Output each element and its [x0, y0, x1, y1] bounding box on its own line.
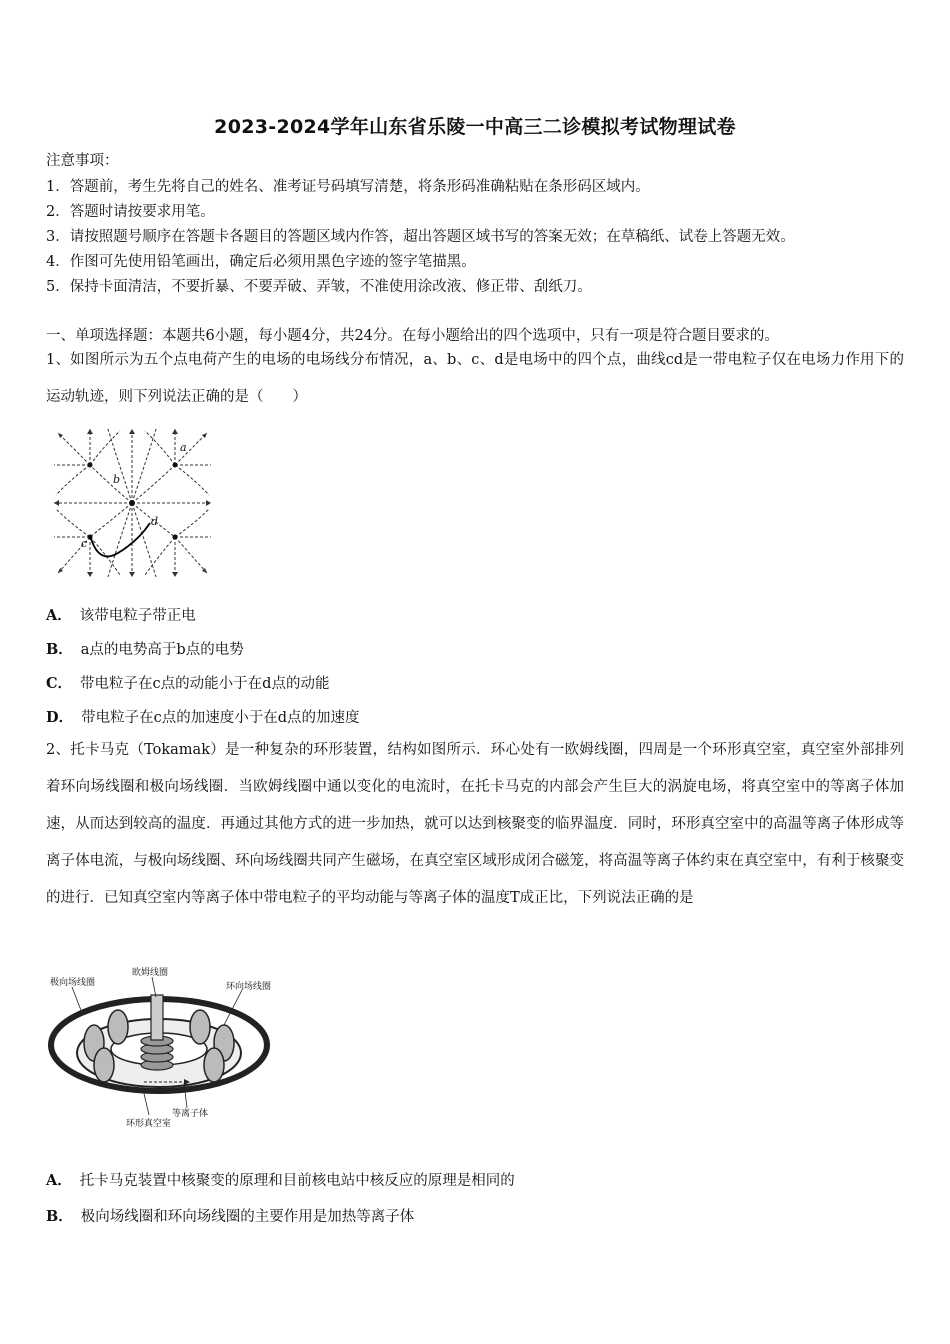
option-key: C．	[46, 675, 73, 692]
option-key: D．	[46, 709, 74, 726]
option-key: B．	[46, 1208, 73, 1225]
question-1-stem: 1、如图所示为五个点电荷产生的电场的电场线分布情况，a、b、c、d是电场中的四个点，曲线cd是一带电粒子仅在电场力作用下的运动轨迹，则下列说法正确的是（ ）	[46, 352, 904, 405]
option-text: 带电粒子在c点的加速度小于在d点的加速度	[81, 710, 360, 726]
notice-item: 4．作图可先使用铅笔画出，确定后必须用黑色字迹的签字笔描黑。	[46, 254, 476, 270]
option-text: 带电粒子在c点的动能小于在d点的动能	[80, 676, 330, 692]
label-ohmic-coil: 欧姆线圈	[132, 968, 169, 978]
section-heading: 一、单项选择题：本题共6小题，每小题4分，共24分。在每小题给出的四个选项中，只有一项是符合题目要求的。	[46, 328, 779, 344]
q2-option-a	[46, 1171, 515, 1191]
notice-item: 1．答题前，考生先将自己的姓名、准考证号码填写清楚，将条形码准确粘贴在条形码区域内。	[46, 179, 650, 195]
option-key: A．	[46, 1172, 72, 1189]
option-key: A．	[46, 607, 72, 624]
option-text: a点的电势高于b点的电势	[80, 642, 244, 658]
q1-option-d	[46, 708, 359, 728]
option-text: 托卡马克装置中核聚变的原理和目前核电站中核反应的原理是相同的	[79, 1173, 515, 1189]
tokamak-figure	[44, 965, 284, 1130]
label-c: c	[81, 537, 88, 550]
option-text: 该带电粒子带正电	[79, 608, 196, 624]
label-plasma: 等离子体	[172, 1109, 209, 1119]
notice-item: 2．答题时请按要求用笔。	[46, 204, 215, 220]
label-b: b	[113, 473, 121, 486]
label-d: d	[151, 515, 159, 528]
q2-option-b	[46, 1207, 414, 1227]
electric-field-figure	[50, 425, 215, 580]
option-key: B．	[46, 641, 73, 658]
q1-option-a	[46, 606, 196, 626]
q1-option-b	[46, 640, 244, 660]
question-2-stem: 2、托卡马克（Tokamak）是一种复杂的环形装置，结构如图所示．环心处有一欧姆线圈，四周是一个环形真空室，真空室外部排列着环向场线圈和极向场线圈．当欧姆线圈中通以变化的电流时，在托卡马克的内部会产生巨大的涡旋电场，将真空室中的等离子体加速，从而达到较高的温度．再通过其他方式的进一步加热，就可以达到核聚变的临界温度．同时，环形真空室中的高温等离子体形成等离子体电流，与极向场线圈、环向场线圈共同产生磁场，在真空室区域形成闭合磁笼，将高温等离子体约束在真空室中，有利于核聚变的进行．已知真空室内等离子体中带电粒子的平均动能与等离子体的温度T成正比，下列说法正确的是	[46, 742, 904, 906]
page-title: 2023-2024学年山东省乐陵一中高三二诊模拟考试物理试卷	[214, 116, 736, 138]
notice-heading: 注意事项：	[46, 153, 119, 169]
label-a: a	[180, 441, 187, 454]
option-text: 极向场线圈和环向场线圈的主要作用是加热等离子体	[80, 1209, 415, 1225]
label-vacuum-chamber: 环形真空室	[126, 1119, 172, 1129]
notice-item: 5．保持卡面清洁，不要折暴、不要弄破、弄皱，不准使用涂改液、修正带、刮纸刀。	[46, 279, 592, 295]
notice-item: 3．请按照题号顺序在答题卡各题目的答题区域内作答，超出答题区域书写的答案无效；在草稿纸、试卷上答题无效。	[46, 229, 795, 245]
q1-option-c	[46, 674, 329, 694]
label-toroidal-coil: 环向场线圈	[226, 982, 272, 992]
label-poloidal-coil: 极向场线圈	[50, 978, 96, 988]
